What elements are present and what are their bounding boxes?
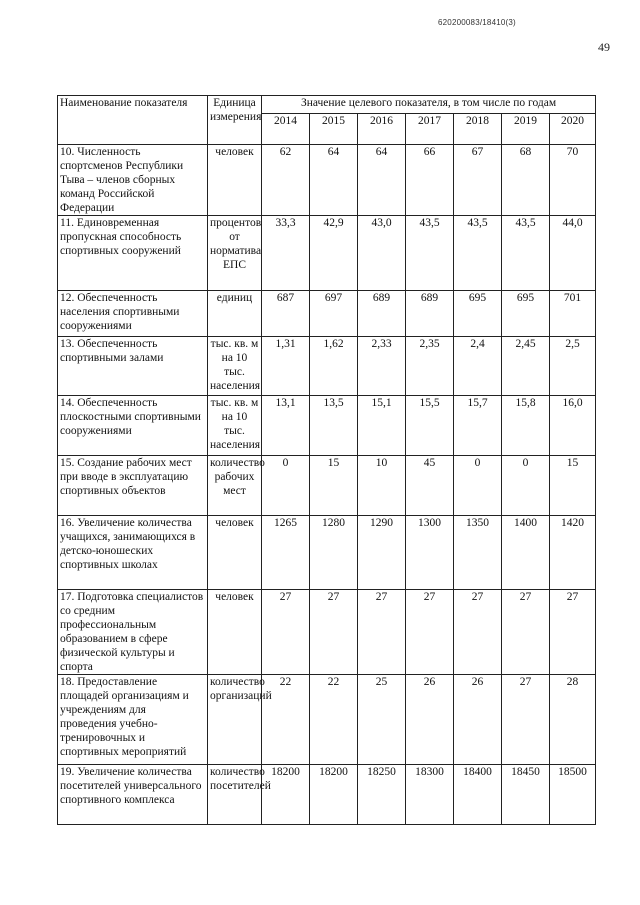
indicator-unit: количество организаций (208, 675, 262, 765)
value-cell: 66 (406, 145, 454, 216)
value-cell: 1420 (550, 516, 596, 590)
indicator-name: 16. Увеличение количества учащихся, занимающихся в детско-юношеских спортивных школах (58, 516, 208, 590)
year-header: 2016 (358, 114, 406, 145)
table-row (58, 291, 596, 337)
table-row (58, 216, 596, 291)
value-cell: 15,5 (406, 396, 454, 456)
value-cell: 18500 (550, 765, 596, 825)
year-header: 2017 (406, 114, 454, 145)
value-cell: 70 (550, 145, 596, 216)
column-header-unit: Единица измерения (208, 96, 262, 145)
value-cell: 0 (262, 456, 310, 516)
indicator-name: 14. Обеспеченность плоскостными спортивными сооружениями (58, 396, 208, 456)
table-row (58, 145, 596, 216)
value-cell: 2,35 (406, 337, 454, 396)
value-cell: 18200 (262, 765, 310, 825)
page-number: 49 (598, 40, 610, 54)
table-row (58, 337, 596, 396)
value-cell: 42,9 (310, 216, 358, 291)
value-cell: 15,1 (358, 396, 406, 456)
value-cell: 2,33 (358, 337, 406, 396)
column-header-name: Наименование показателя (58, 96, 208, 145)
table-row (58, 396, 596, 456)
table-row (58, 765, 596, 825)
value-cell: 695 (502, 291, 550, 337)
year-header: 2018 (454, 114, 502, 145)
value-cell: 701 (550, 291, 596, 337)
value-cell: 43,0 (358, 216, 406, 291)
value-cell: 13,5 (310, 396, 358, 456)
value-cell: 1400 (502, 516, 550, 590)
table-row (58, 675, 596, 765)
value-cell: 0 (502, 456, 550, 516)
value-cell: 15,7 (454, 396, 502, 456)
indicator-unit: человек (208, 145, 262, 216)
value-cell: 1350 (454, 516, 502, 590)
value-cell: 22 (262, 675, 310, 765)
indicator-unit: человек (208, 516, 262, 590)
value-cell: 27 (502, 675, 550, 765)
value-cell: 18250 (358, 765, 406, 825)
value-cell: 2,45 (502, 337, 550, 396)
indicator-name: 11. Единовременная пропускная способность спортивных сооружений (58, 216, 208, 291)
value-cell: 1290 (358, 516, 406, 590)
value-cell: 27 (406, 590, 454, 675)
indicator-unit: количество посетителей (208, 765, 262, 825)
indicator-name: 18. Предоставление площадей организациям и учреждениям для проведения учебно-тренировочных и спортивных мероприятий (58, 675, 208, 765)
year-header: 2014 (262, 114, 310, 145)
value-cell: 27 (502, 590, 550, 675)
value-cell: 62 (262, 145, 310, 216)
value-cell: 18300 (406, 765, 454, 825)
table-row (58, 590, 596, 675)
value-cell: 67 (454, 145, 502, 216)
value-cell: 13,1 (262, 396, 310, 456)
indicator-unit: тыс. кв. м на 10 тыс. населения (208, 337, 262, 396)
value-cell: 64 (310, 145, 358, 216)
value-cell: 43,5 (406, 216, 454, 291)
value-cell: 689 (406, 291, 454, 337)
value-cell: 26 (454, 675, 502, 765)
value-cell: 27 (358, 590, 406, 675)
value-cell: 1280 (310, 516, 358, 590)
indicator-name: 13. Обеспеченность спортивными залами (58, 337, 208, 396)
value-cell: 25 (358, 675, 406, 765)
year-header: 2020 (550, 114, 596, 145)
value-cell: 0 (454, 456, 502, 516)
column-header-values: Значение целевого показателя, в том числе по годам (262, 96, 596, 114)
value-cell: 27 (550, 590, 596, 675)
indicator-name: 17. Подготовка специалистов со средним профессиональным образованием в сфере физической культуры и спорта (58, 590, 208, 675)
value-cell: 33,3 (262, 216, 310, 291)
value-cell: 687 (262, 291, 310, 337)
indicator-unit: процентов от норматива ЕПС (208, 216, 262, 291)
value-cell: 15 (550, 456, 596, 516)
value-cell: 18450 (502, 765, 550, 825)
year-header: 2019 (502, 114, 550, 145)
indicator-name: 10. Численность спортсменов Республики Тыва – членов сборных команд Российской Федерации (58, 145, 208, 216)
value-cell: 2,5 (550, 337, 596, 396)
value-cell: 26 (406, 675, 454, 765)
value-cell: 697 (310, 291, 358, 337)
value-cell: 1300 (406, 516, 454, 590)
year-header: 2015 (310, 114, 358, 145)
value-cell: 2,4 (454, 337, 502, 396)
table-row (58, 516, 596, 590)
indicator-unit: количество рабочих мест (208, 456, 262, 516)
indicator-name: 19. Увеличение количества посетителей универсального спортивного комплекса (58, 765, 208, 825)
value-cell: 18200 (310, 765, 358, 825)
value-cell: 689 (358, 291, 406, 337)
value-cell: 1,31 (262, 337, 310, 396)
value-cell: 43,5 (502, 216, 550, 291)
value-cell: 27 (262, 590, 310, 675)
value-cell: 22 (310, 675, 358, 765)
indicator-unit: тыс. кв. м на 10 тыс. населения (208, 396, 262, 456)
document-code: 620200083/18410(3) (438, 18, 516, 27)
value-cell: 10 (358, 456, 406, 516)
value-cell: 18400 (454, 765, 502, 825)
indicator-name: 12. Обеспеченность населения спортивными сооружениями (58, 291, 208, 337)
value-cell: 43,5 (454, 216, 502, 291)
indicator-unit: человек (208, 590, 262, 675)
value-cell: 27 (310, 590, 358, 675)
value-cell: 1265 (262, 516, 310, 590)
value-cell: 44,0 (550, 216, 596, 291)
value-cell: 68 (502, 145, 550, 216)
value-cell: 28 (550, 675, 596, 765)
value-cell: 695 (454, 291, 502, 337)
value-cell: 15 (310, 456, 358, 516)
indicators-table (57, 95, 596, 825)
value-cell: 64 (358, 145, 406, 216)
value-cell: 15,8 (502, 396, 550, 456)
indicator-unit: единиц (208, 291, 262, 337)
value-cell: 16,0 (550, 396, 596, 456)
value-cell: 1,62 (310, 337, 358, 396)
value-cell: 45 (406, 456, 454, 516)
indicator-name: 15. Создание рабочих мест при вводе в эксплуатацию спортивных объектов (58, 456, 208, 516)
table-row (58, 456, 596, 516)
value-cell: 27 (454, 590, 502, 675)
